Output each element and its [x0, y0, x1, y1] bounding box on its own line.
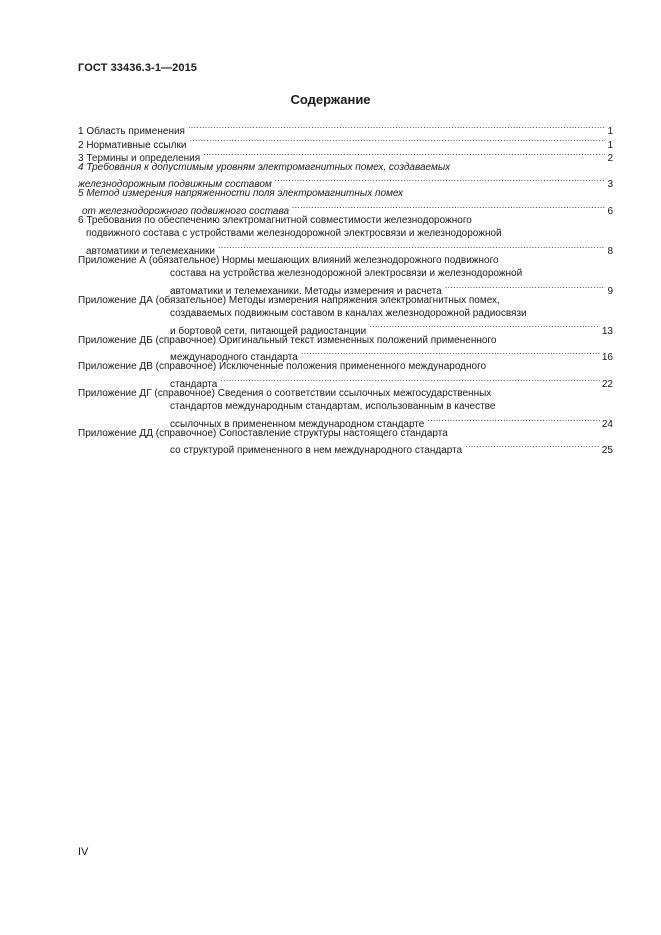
toc-entry-text: стандарта: [170, 378, 218, 390]
toc-entry-text: Приложение ДД (справочное) Сопоставление структуры настоящего стандарта: [78, 427, 448, 439]
toc-entry[interactable]: [78, 254, 613, 297]
toc-entry-text: со структурой примененного в нем международного стандарта: [170, 445, 463, 457]
toc-entry[interactable]: [78, 214, 613, 257]
toc-page-number: 13: [601, 325, 613, 337]
toc-entry[interactable]: [78, 161, 613, 191]
toc-entry-text: 6 Требования по обеспечению электромагнитной совместимости железнодорожного: [78, 215, 472, 227]
toc-line: [78, 187, 613, 200]
toc-entry-text: международного стандарта: [170, 352, 298, 364]
toc-entry-text: Приложение ДВ (справочное) Исключенные положения примененного международного: [78, 361, 487, 373]
toc-line: [78, 320, 613, 337]
toc-entry-text: создаваемых подвижным составом в каналах железнодорожной радиосвязи: [170, 308, 527, 320]
toc-entry-text: автоматики и телемеханики: [86, 245, 215, 257]
toc-page-number: 1: [607, 126, 613, 138]
toc-leader-dots: [465, 440, 600, 453]
toc-page-number: 8: [607, 245, 613, 257]
toc-leader-dots: [275, 174, 606, 187]
table-of-contents: [78, 121, 613, 457]
toc-entry-text: 1 Область применения: [78, 126, 185, 138]
toc-leader-dots: [301, 347, 600, 360]
toc-entry-text: Приложение ДГ (справочное) Сведения о соответствии ссылочных межгосударственных: [78, 387, 492, 399]
toc-entry[interactable]: [78, 334, 613, 364]
toc-entry[interactable]: [78, 187, 613, 218]
toc-page-number: 3: [607, 179, 613, 191]
toc-line: [78, 400, 613, 413]
toc-page-number: 9: [607, 285, 613, 297]
toc-line: [78, 334, 613, 347]
toc-leader-dots: [445, 281, 606, 294]
toc-leader-dots: [369, 320, 600, 333]
toc-entry-text: 3 Термины и определения: [78, 152, 201, 164]
toc-page-number: 2: [607, 152, 613, 164]
toc-leader-dots: [427, 414, 600, 427]
toc-line: [78, 161, 613, 174]
toc-leader-dots: [188, 121, 605, 134]
toc-leader-dots: [203, 148, 605, 161]
toc-line: [78, 347, 613, 364]
toc-page-number: 25: [601, 445, 613, 457]
toc-line: [78, 174, 613, 191]
toc-entry[interactable]: [78, 294, 613, 337]
toc-page-number: 1: [607, 139, 613, 151]
toc-entry-text: Приложение А (обязательное) Нормы мешающих влияний железнодорожного подвижного: [78, 254, 499, 266]
toc-line: [78, 241, 613, 257]
toc-entry-text: 5 Метод измерения напряженности поля электромагнитных помех: [78, 188, 404, 200]
toc-line: [78, 427, 613, 440]
toc-entry-text: Приложение ДБ (справочное) Оригинальный текст измененных положений примененного: [78, 334, 497, 346]
toc-line: [78, 281, 613, 297]
toc-line: [78, 387, 613, 400]
toc-line: [78, 307, 613, 320]
toc-entry-text: автоматики и телемеханики. Методы измерения и расчета: [170, 285, 442, 297]
toc-line: [78, 360, 613, 373]
toc-entry-text: ссылочных в примененном международном стандарте: [170, 418, 425, 430]
toc-page-number: 16: [601, 352, 613, 364]
toc-line: [78, 414, 613, 430]
toc-entry[interactable]: [78, 360, 613, 390]
toc-page-number: 6: [607, 206, 613, 218]
toc-leader-dots: [189, 134, 605, 147]
toc-entry-text: 2 Нормативные ссылки: [78, 139, 187, 151]
page-title: Содержание: [290, 92, 371, 107]
toc-line: [78, 121, 613, 138]
toc-entry-text: 4 Требования к допустимым уровням электромагнитных помех, создаваемых: [78, 161, 451, 173]
toc-entry[interactable]: [78, 387, 613, 430]
toc-line: [78, 294, 613, 307]
toc-line: [78, 227, 613, 240]
toc-entry-text: Приложение ДА (обязательное) Методы измерения напряжения электромагнитных помех,: [78, 294, 500, 306]
toc-leader-dots: [218, 241, 605, 254]
toc-page-number: 22: [601, 378, 613, 390]
toc-line: [78, 440, 613, 457]
toc-entry[interactable]: [78, 427, 613, 457]
toc-line: [78, 214, 613, 227]
toc-entry-text: состава на устройства железнодорожной электросвязи и железнодорожной: [170, 268, 523, 280]
toc-entry-text: подвижного состава с устройствами железнодорожной электросвязи и железнодорожной: [86, 228, 502, 240]
toc-line: [78, 267, 613, 280]
toc-line: [78, 374, 613, 390]
toc-entry-text: от железнодорожного подвижного состава: [82, 206, 290, 218]
page-number: IV: [78, 846, 89, 858]
toc-line: [78, 201, 613, 218]
toc-line: [78, 254, 613, 267]
toc-leader-dots: [292, 201, 605, 214]
document-id: ГОСТ 33436.3-1—2015: [78, 62, 198, 74]
toc-entry-text: железнодорожным подвижным составом: [78, 179, 272, 191]
toc-entry[interactable]: [78, 121, 613, 138]
toc-leader-dots: [220, 374, 600, 387]
toc-entry-text: и бортовой сети, питающей радиостанции: [170, 325, 367, 337]
toc-page-number: 24: [601, 418, 613, 430]
toc-entry-text: стандартов международным стандартам, использованным в качестве: [170, 401, 496, 413]
